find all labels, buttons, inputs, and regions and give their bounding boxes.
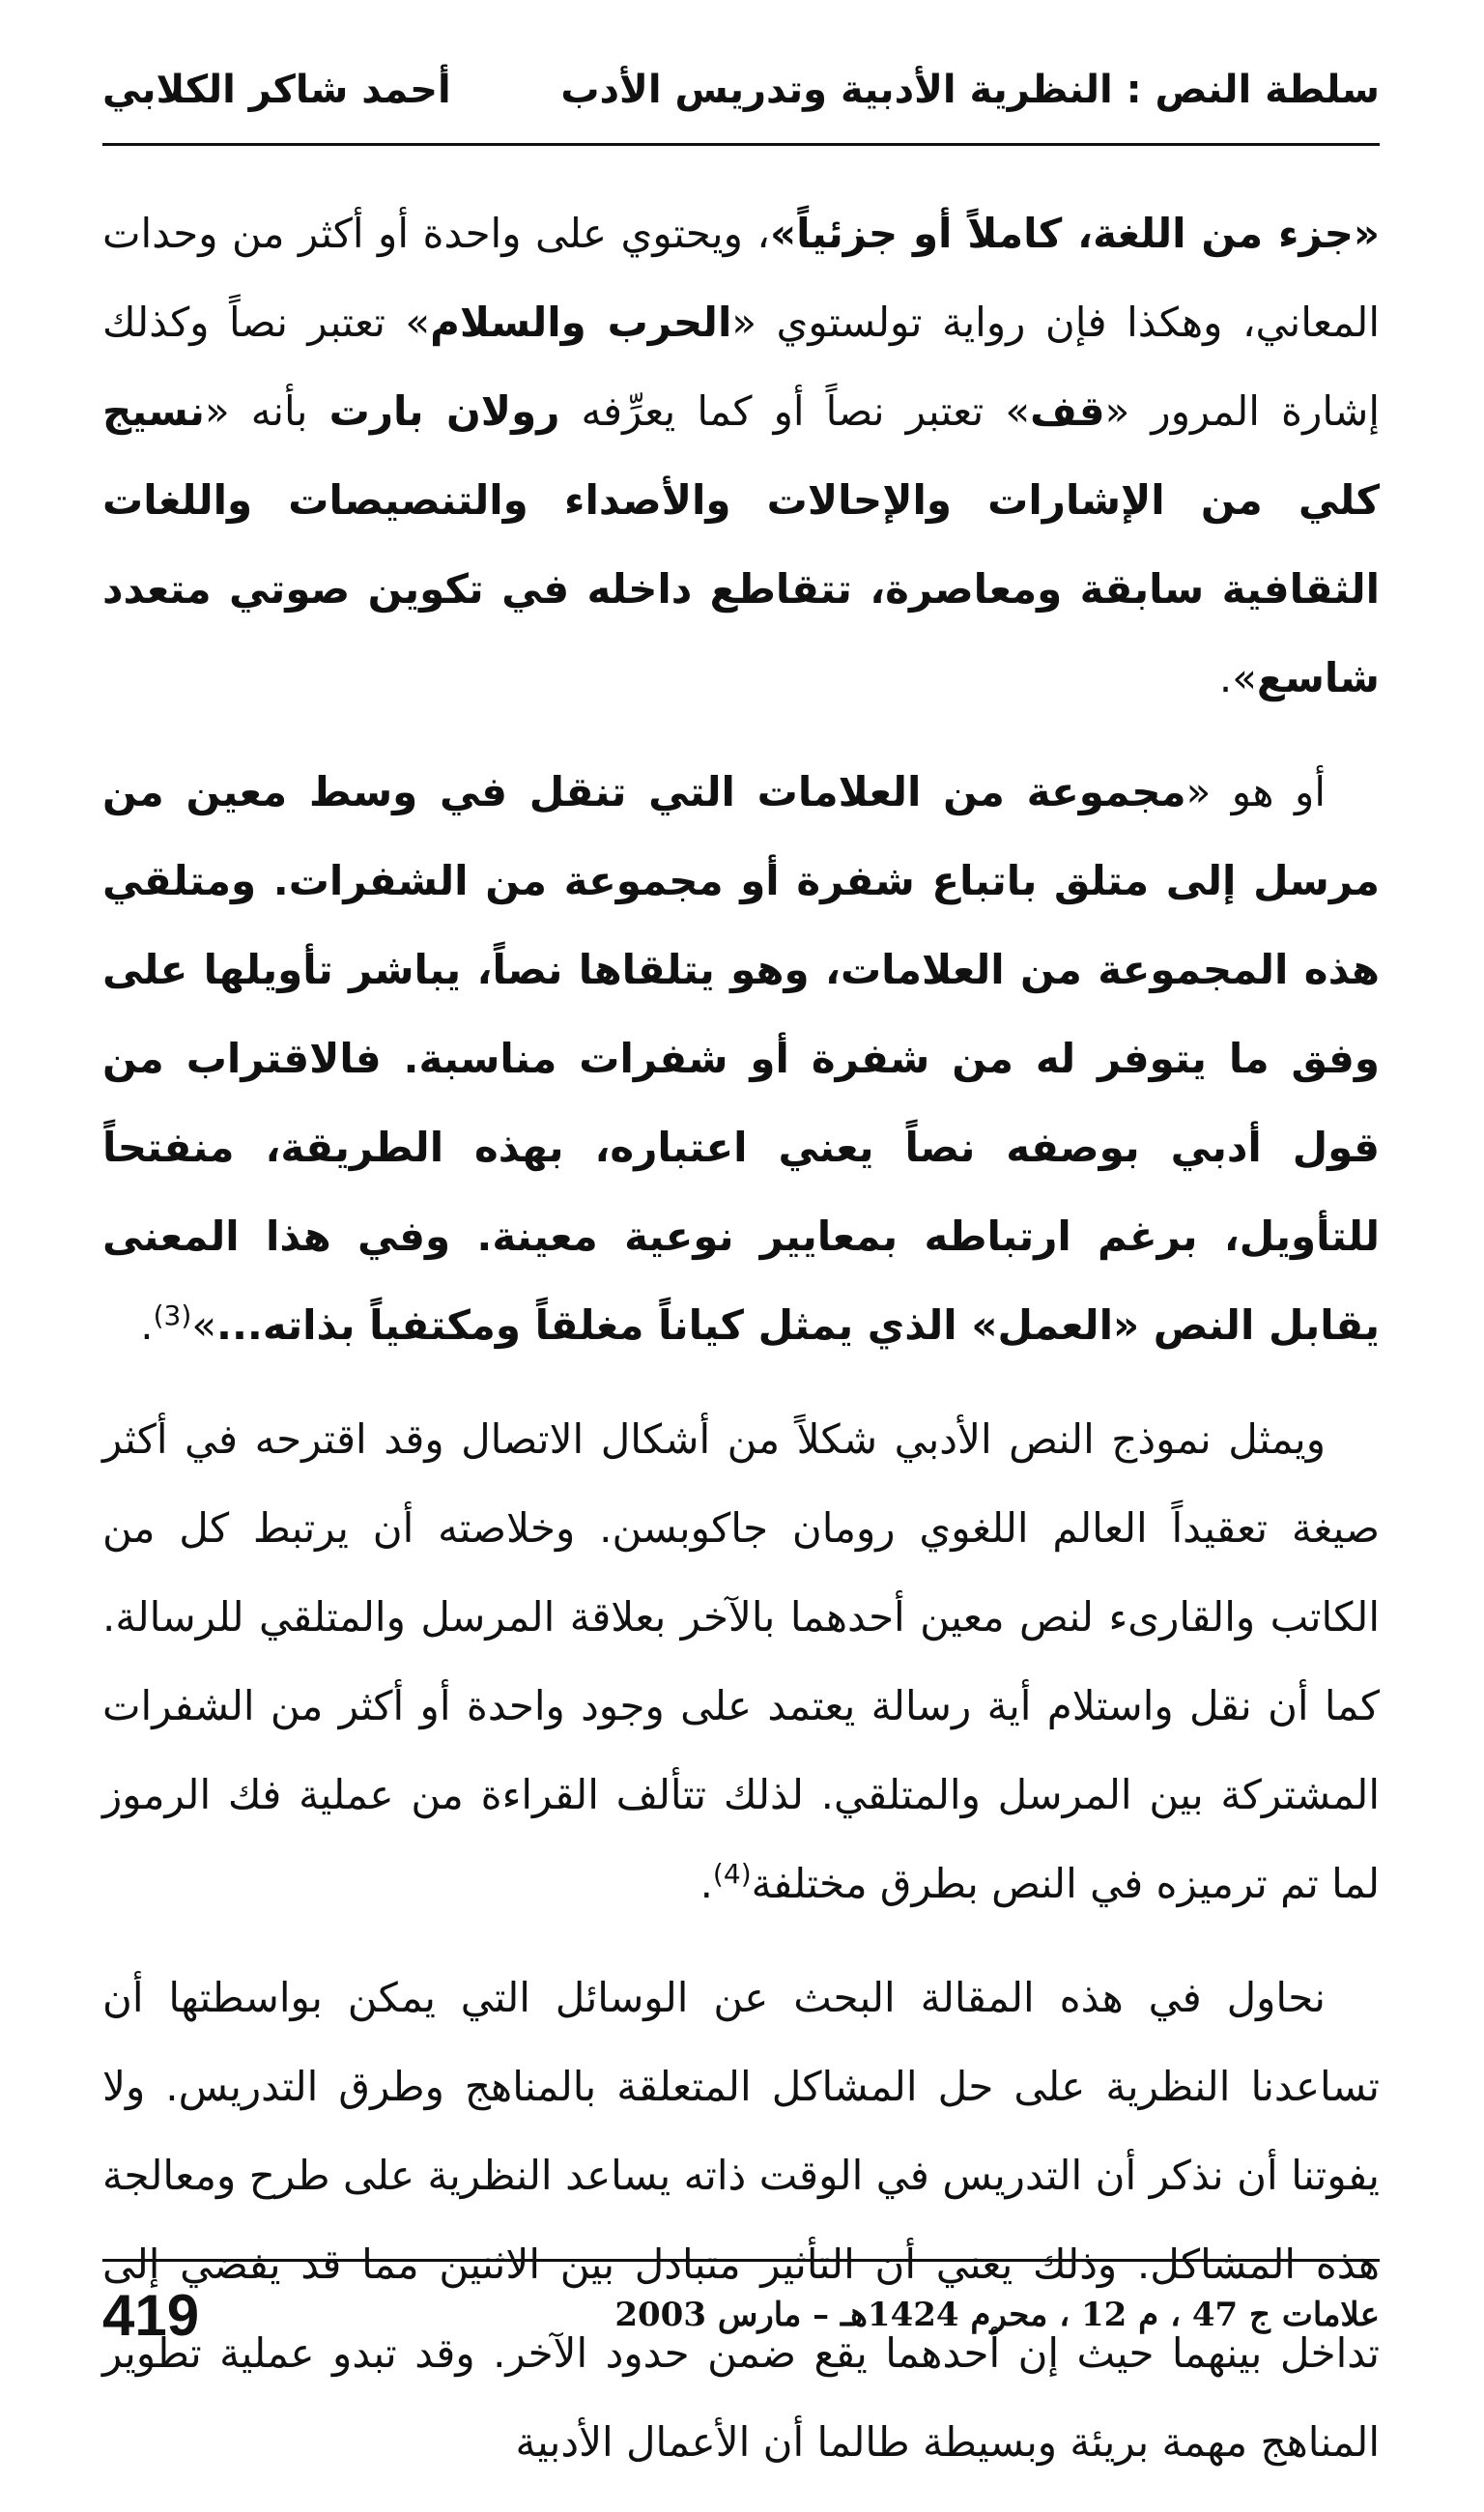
paragraph <box>102 1954 1380 2487</box>
running-footer <box>102 2276 1380 2354</box>
text-run: ». <box>1218 654 1257 701</box>
paragraph <box>102 1395 1380 1928</box>
text-run: . <box>140 1301 154 1349</box>
footer-divider <box>102 2259 1380 2262</box>
text-run: . <box>699 1860 713 1907</box>
text-run: أو هو « <box>1185 768 1326 815</box>
bold-quote-run: قف <box>1030 387 1105 435</box>
text-run: نحاول في هذه المقالة البحث عن الوسائل التي يمكن بواسطتها أن تساعدنا النظرية على حل المشاكل المتعلقة بالمناهج وطرق التدريس. ولا يفوتنا أن نذكر أن التدريس في الوقت ذاته يساعد النظرية على طرح ومعالجة هذه المشاكل. وذلك يعني أن التأثير متبادل بين الاثنين مما قد يفضي إلى تداخل بينهما حيث إن أحدهما يقع ضمن حدود الآخر. وقد تبدو عملية تطوير المناهج مهمة بريئة وبسيطة طالما أن الأعمال الأدبية <box>102 1974 1380 2466</box>
text-run: » تعتبر نصاً وكذلك إشارة المرور « <box>102 299 1381 435</box>
text-run: ويمثل نموذج النص الأدبي شكلاً من أشكال الاتصال وقد اقترحه في أكثر صيغة تعقيداً العالم اللغوي رومان جاكوبسن. وخلاصته أن يرتبط كل من الكاتب والقارىء لنص معين أحدهما بالآخر بعلاقة المرسل والمتلقي للرسالة. كما أن نقل واستلام أية رسالة يعتمد على وجود واحدة أو أكثر من الشفرات المشتركة بين المرسل والمتلقي. لذلك تتألف القراءة من عملية فك الرموز لما تم ترميزه في النص بطرق مختلفة <box>102 1415 1380 1907</box>
article-body <box>102 189 1380 2512</box>
running-header <box>102 46 1380 133</box>
bold-quote-run: مجموعة من العلامات التي تنقل في وسط معين من مرسل إلى متلق باتباع شفرة أو مجموعة من الشفرات. ومتلقي هذه المجموعة من العلامات، وهو يتلقاها نصاً، يباشر تأويلها على وفق ما يتوفر له من شفرة أو شفرات مناسبة. فالاقتراب من قول أدبي بوصفه نصاً يعني اعتباره، بهذه الطريقة، منفتحاً للتأويل، برغم ارتباطه بمعايير نوعية معينة. وفي هذا المعنى يقابل النص «العمل» الذي يمثل كياناً مغلقاً ومكتفياً بذاته... <box>102 768 1380 1349</box>
header-divider <box>102 143 1380 146</box>
footnote-reference: (4) <box>712 1858 752 1890</box>
text-run: » تعتبر نصاً أو كما يعرِّفه <box>559 387 1031 435</box>
document-page <box>102 46 1381 2466</box>
text-run: بأنه « <box>204 387 329 435</box>
footnote-reference: (3) <box>153 1299 192 1331</box>
bold-quote-run: نسيج كلي من الإشارات والإحالات والأصداء والتنصيصات واللغات الثقافية سابقة ومعاصرة، تتقاطع داخله في تكوين صوتي متعدد شاسع <box>102 387 1380 701</box>
journal-issue-info: علامات ج 47 ، م 12 ، محرم 1424هـ – مارس 2003 <box>614 2296 1380 2334</box>
page-number: 419 <box>102 2282 200 2348</box>
running-title: سلطة النص : النظرية الأدبية وتدريس الأدب <box>560 68 1380 112</box>
text-run: » <box>191 1301 217 1349</box>
paragraph <box>102 189 1380 723</box>
running-author: أحمد شاكر الكلابي <box>102 68 451 112</box>
text-run: ، ويحتوي على واحدة أو أكثر من وحدات المعاني، وهكذا فإن رواية تولستوي « <box>102 210 1381 346</box>
bold-quote-run: الحرب والسلام <box>430 299 732 346</box>
bold-quote-run: «جزء من اللغة، كاملاً أو جزئياً» <box>769 210 1380 257</box>
bold-quote-run: رولان بارت <box>328 387 560 435</box>
paragraph <box>102 748 1380 1370</box>
